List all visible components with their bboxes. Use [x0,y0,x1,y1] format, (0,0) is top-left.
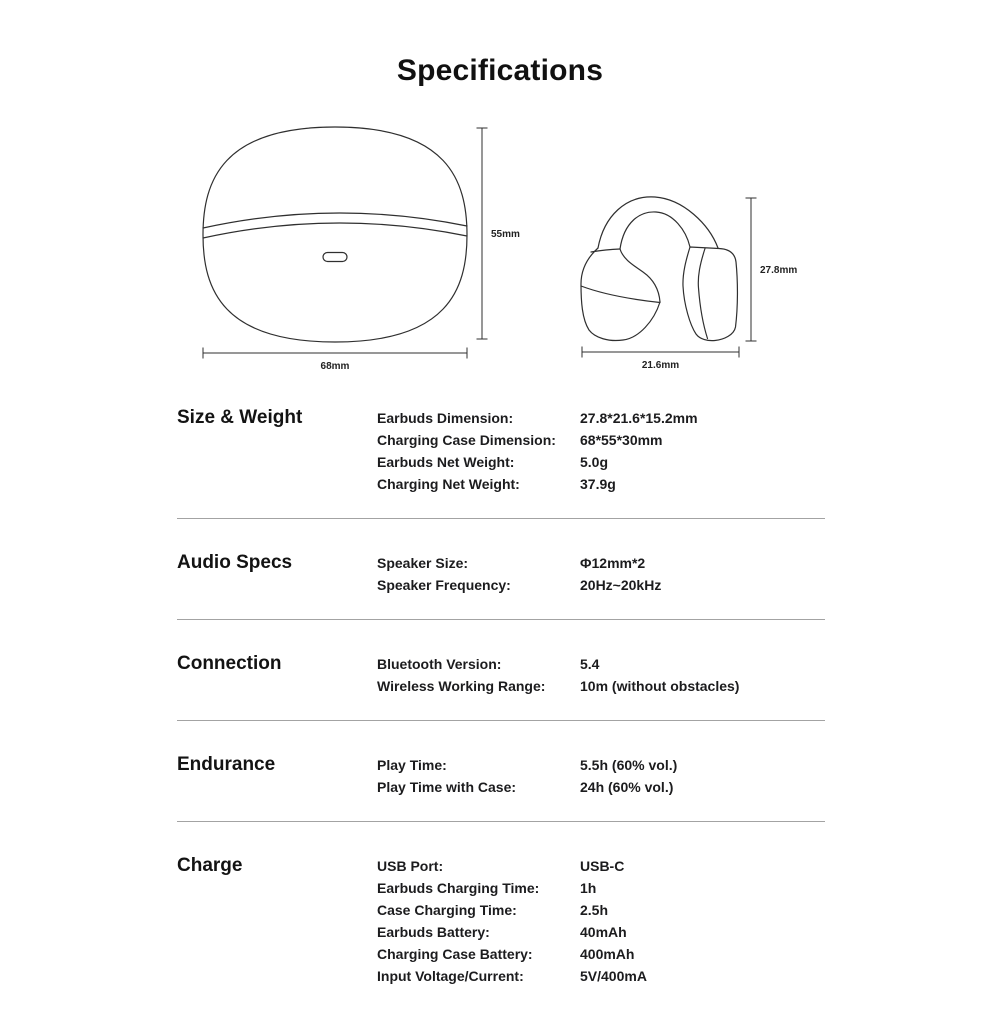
spec-value: 37.9g [580,476,616,492]
charging-case-diagram [195,118,525,378]
spec-value: 10m (without obstacles) [580,678,740,694]
spec-row [377,574,825,596]
charging-case-lid-seam-bottom [203,223,467,238]
earbud-speaker-outline [683,247,737,341]
spec-value: 5.4 [580,656,600,672]
spec-row [377,855,825,877]
earbud-lobe-lower-seam [581,286,660,303]
spec-label: Earbuds Charging Time: [377,880,540,896]
spec-value: 40mAh [580,924,627,940]
spec-row [377,965,825,987]
spec-rows [377,855,825,987]
spec-rows [377,407,825,495]
spec-value: 1h [580,880,597,896]
spec-label: Earbuds Net Weight: [377,454,515,470]
spec-section [177,620,825,721]
spec-value: 68*55*30mm [580,432,663,448]
spec-label: Input Voltage/Current: [377,968,524,984]
spec-label: Speaker Size: [377,555,469,571]
spec-label: Case Charging Time: [377,902,517,918]
charging-case-lid-seam-top [203,213,467,228]
spec-label: Speaker Frequency: [377,577,511,593]
spec-row [377,653,825,675]
earbud-front-curve [620,249,660,302]
spec-value: 5.0g [580,454,609,470]
spec-table [177,407,825,1010]
spec-row [377,877,825,899]
spec-row [377,451,825,473]
spec-rows [377,754,825,798]
spec-section-title: Charge [177,855,243,876]
spec-rows [377,552,825,596]
earbud-width-label: 21.6mm [641,360,680,371]
spec-rows [377,653,825,697]
spec-value: 24h (60% vol.) [580,779,674,795]
product-diagrams [0,0,1000,390]
spec-label: Play Time: [377,757,447,773]
spec-label: Charging Case Dimension: [377,432,556,448]
spec-section [177,519,825,620]
case-height-label: 55mm [491,229,520,240]
charging-case-indicator [323,253,347,262]
earbud-hook-outer [598,197,718,248]
spec-section-title: Audio Specs [177,552,293,573]
page-title: Specifications [396,54,604,88]
spec-label: Earbuds Battery: [377,924,490,940]
spec-row [377,943,825,965]
case-height-dimension-line [477,128,488,339]
spec-value: 5.5h (60% vol.) [580,757,678,773]
spec-row [377,675,825,697]
spec-value: USB-C [580,858,625,874]
earbud-speaker-seam [698,249,707,339]
earbud-hook-inner [620,212,690,249]
spec-row [377,899,825,921]
spec-label: Wireless Working Range: [377,678,546,694]
charging-case-outline [203,127,467,342]
earbud-height-label: 27.8mm [760,265,798,276]
spec-row [377,754,825,776]
spec-row [377,921,825,943]
spec-label: Earbuds Dimension: [377,410,514,426]
spec-section [177,822,825,1010]
spec-row [377,473,825,495]
earbud-battery-lobe-outline [581,248,660,341]
spec-label: USB Port: [377,858,444,874]
spec-value: Φ12mm*2 [580,555,646,571]
spec-row [377,429,825,451]
case-width-label: 68mm [320,361,350,372]
earbud-diagram [565,185,805,375]
spec-label: Charging Net Weight: [377,476,520,492]
spec-value: 5V/400mA [580,968,647,984]
spec-label: Play Time with Case: [377,779,517,795]
spec-section-title: Connection [177,653,282,674]
spec-section-title: Endurance [177,754,276,775]
spec-label: Charging Case Battery: [377,946,533,962]
earbud-width-dimension-line [582,347,739,358]
spec-value: 27.8*21.6*15.2mm [580,410,698,426]
spec-row [377,407,825,429]
spec-value: 20Hz~20kHz [580,577,662,593]
spec-row [377,552,825,574]
spec-section-title: Size & Weight [177,407,303,428]
spec-value: 2.5h [580,902,609,918]
spec-section [177,407,825,519]
earbud-height-dimension-line [746,198,757,341]
spec-section [177,721,825,822]
spec-label: Bluetooth Version: [377,656,502,672]
case-width-dimension-line [203,348,467,359]
spec-value: 400mAh [580,946,635,962]
spec-row [377,776,825,798]
